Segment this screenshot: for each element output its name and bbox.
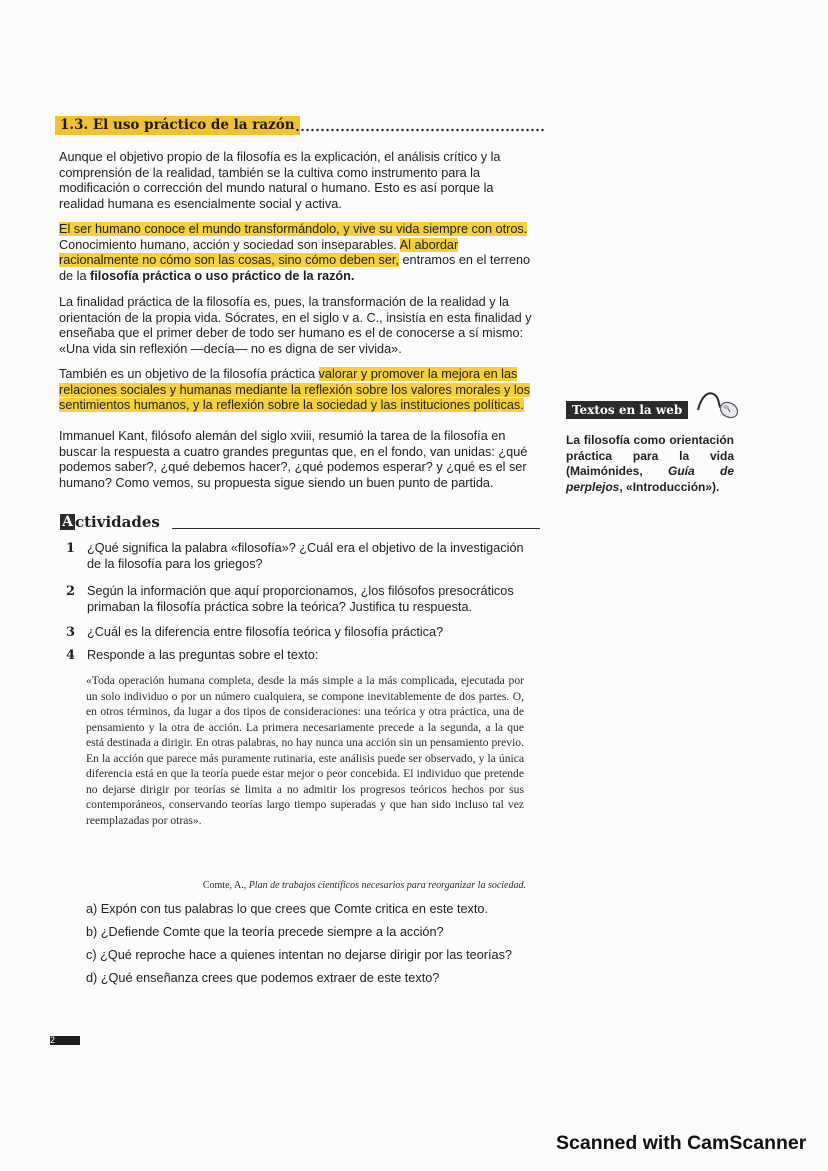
citation-author: Comte, A.,: [202, 880, 249, 891]
paragraph-5-text: Immanuel Kant, filósofo alemán del siglo xviii, resumió la tarea de la filosofía en buscar la respuesta a cuatro grandes preguntas que, en el fondo, van unidas: ¿qué podemos saber?, ¿qué debemos hacer?, ¿qué podemos esperar? y ¿qué es el ser humano? Como vemos, su propuesta sigue siendo un buen punto de partida.: [59, 429, 528, 490]
paragraph-3-text: La finalidad práctica de la filosofía es, pues, la transformación de la realidad y la orientación de la propia vida. Sócrates, en el siglo v a. C., insistía en esta finalidad y enseñaba que el primer deber de todo ser humano es el de conocerse a sí mismo: «Una vida sin reflexión —decía— no es digna de ser vivida».: [59, 295, 532, 356]
question-number: 1: [66, 541, 76, 556]
subquestion-d: d) ¿Qué enseñanza crees que podemos extraer de este texto?: [86, 971, 440, 985]
activities-initial: A: [60, 514, 75, 530]
activities-rule: [172, 528, 540, 529]
question-2: [66, 584, 536, 616]
sidebar-text-b: , «Introducción»).: [619, 479, 720, 494]
subquestion-b: b) ¿Defiende Comte que la teoría precede siempre a la acción?: [86, 925, 444, 939]
camscanner-watermark: Scanned with CamScanner: [556, 1132, 807, 1154]
question-number: 4: [66, 648, 76, 663]
question-text: Responde a las preguntas sobre el texto:: [87, 648, 319, 662]
term-practical-philosophy: filosofía práctica o uso práctico de la razón.: [90, 268, 355, 283]
paragraph-1: [59, 150, 541, 212]
paragraph-2-text: Conocimiento humano, acción y sociedad son inseparables.: [59, 237, 400, 252]
question-number: 3: [66, 625, 76, 640]
question-text: Según la información que aquí proporcionamos, ¿los filósofos presocráticos primaban la filosofía práctica sobre la teórica? Justifica tu respuesta.: [87, 584, 514, 614]
question-number: 2: [66, 584, 76, 599]
quote-citation: [160, 880, 526, 891]
dotted-rule: [295, 128, 545, 132]
sidebar-text-italic: Guía de perplejos: [566, 464, 734, 494]
section-heading: [55, 116, 545, 136]
citation-work: Plan de trabajos científicos necesarios para reorganizar la sociedad.: [248, 880, 526, 891]
question-4: [66, 648, 536, 664]
paragraph-4: [59, 367, 541, 414]
question-text: ¿Qué significa la palabra «filosofía»? ¿Cuál era el objetivo de la investigación de la filosofía para los griegos?: [87, 541, 524, 571]
highlight-social-relations: valorar y promover la mejora en las relaciones sociales y humanas mediante la reflexión sobre los valores morales y los sentimientos humanos, y la reflexión sobre la sociedad y las instituciones políticas.: [59, 367, 531, 412]
computer-mouse-icon: [696, 388, 740, 422]
web-texts-badge: Textos en la web: [566, 401, 688, 419]
sidebar-text: [566, 433, 734, 495]
highlight-transform: El ser humano conoce el mundo transformándolo, y vive su vida siempre con otros.: [59, 222, 528, 236]
page-number: 2: [50, 1036, 80, 1045]
question-1: [66, 541, 536, 573]
activities-title: ctividades: [75, 513, 160, 531]
paragraph-5: [59, 429, 541, 491]
comte-quote: «Toda operación humana completa, desde la más simple a la más complicada, ejecutada por un solo individuo o por un número cualquiera, se compone inevitablemente de dos partes. O, en otros términos, da lugar a dos tipos de consideraciones: una teórica y otra práctica, una de pensamiento y la otra de acción. La primera necesariamente precede a la segunda, a la que está destinada a dirigir. En otras palabras, no hay nunca una acción sin un pensamiento previo. En la acción que parece más puramente rutinaria, este análisis puede ser observado, y la única diferencia está en que la teoría puede estar mejor o peor concebida. El individuo que pretende no dejarse dirigir por teorías se limita a no admitir los progresos teóricos hechos por sus contemporáneos, conservando teorías largo tiempo superadas y que han sido incluso tal vez reemplazadas por otras».: [86, 674, 524, 827]
highlight-rational: Al abordar racionalmente no cómo son las cosas, sino cómo deben ser,: [59, 237, 459, 267]
paragraph-4-text: También es un objetivo de la filosofía práctica: [59, 367, 319, 381]
section-title: 1.3. El uso práctico de la razón: [55, 116, 300, 135]
question-text: ¿Cuál es la diferencia entre filosofía teórica y filosofía práctica?: [87, 625, 444, 639]
paragraph-1-text: Aunque el objetivo propio de la filosofía es la explicación, el análisis crítico y la comprensión de la realidad, también se la cultiva como instrumento para la modificación o corrección del mundo natural o humano. Esto es así porque la realidad humana es esencialmente social y activa.: [59, 150, 501, 211]
sidebar-text-a: La filosofía como orientación práctica para la vida (Maimónides,: [566, 433, 734, 478]
question-3: [66, 625, 536, 641]
subquestion-a: a) Expón con tus palabras lo que crees que Comte critica en este texto.: [86, 902, 488, 916]
activities-heading: [60, 513, 540, 535]
paragraph-2-text-cont: entramos en el terreno de la: [59, 253, 531, 283]
subquestion-c: c) ¿Qué reproche hace a quienes intentan no dejarse dirigir por las teorías?: [86, 948, 512, 962]
paragraph-2: [59, 222, 541, 284]
paragraph-3: [59, 295, 541, 357]
